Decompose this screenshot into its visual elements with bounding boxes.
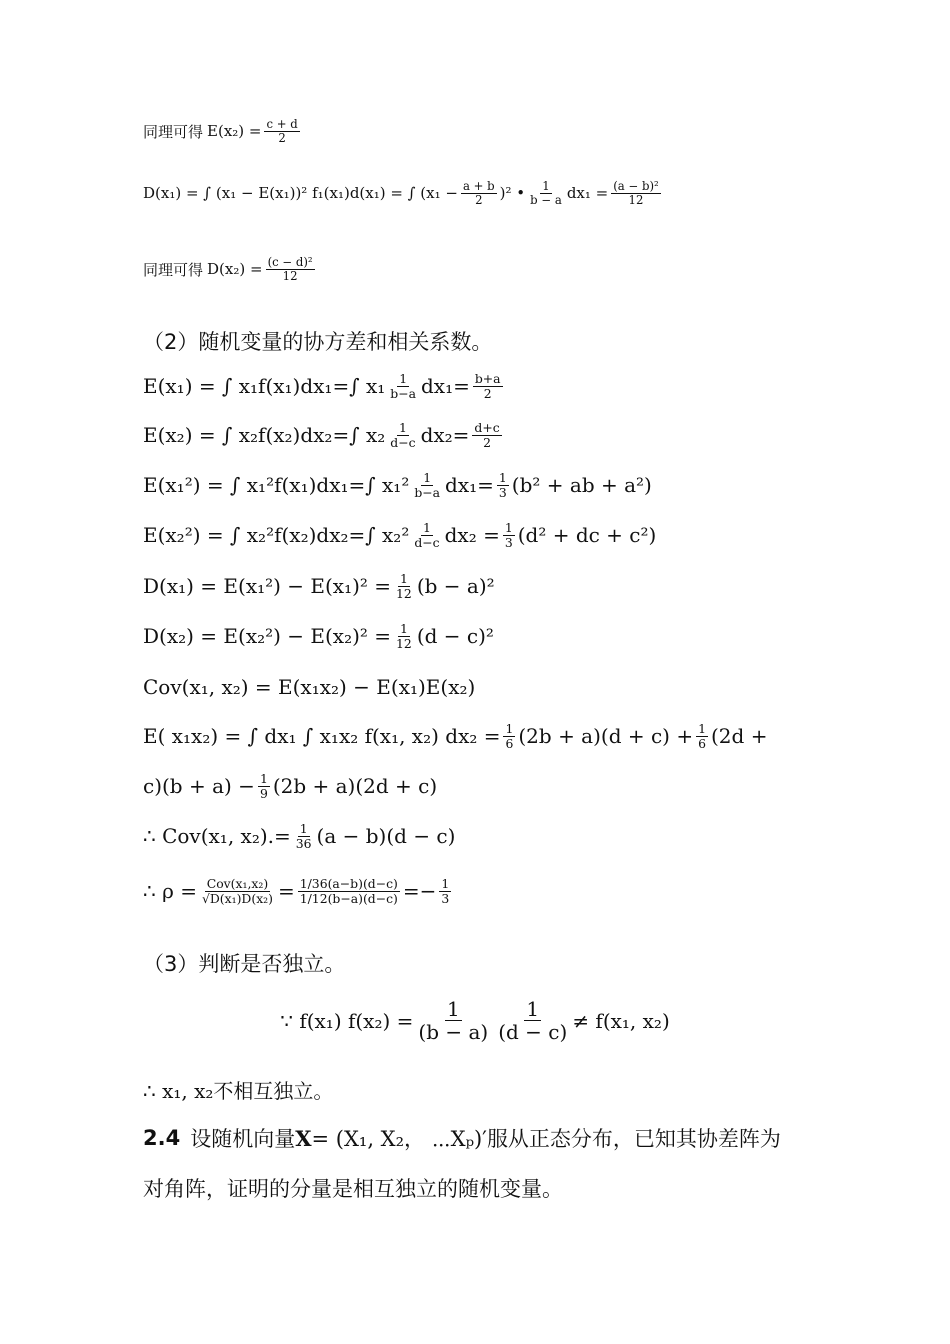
num: 1 (542, 179, 550, 193)
fraction (503, 722, 515, 750)
fraction (266, 256, 315, 283)
fraction (200, 877, 275, 905)
den: 2 (483, 385, 492, 401)
eq-rho (143, 877, 454, 905)
num: c + d (266, 117, 298, 131)
den: b−a (390, 385, 416, 401)
math: (2b + a)(d + c) + (518, 724, 694, 749)
fraction (298, 877, 400, 905)
fraction (696, 722, 708, 750)
math: ≠ f(x₁, x₂) (572, 1008, 670, 1033)
math: D(x₁) = E(x₁²) − E(x₁)² = (143, 574, 392, 599)
den: 2 (483, 434, 491, 450)
fraction (388, 421, 417, 449)
math: dx₂ = (444, 523, 500, 548)
den: 6 (698, 735, 706, 751)
math: (a − b)(d − c) (316, 824, 456, 849)
eq-e-x1x2 (143, 722, 767, 750)
fraction (496, 998, 569, 1043)
math: dx₂= (420, 423, 470, 448)
den: b − a (530, 192, 562, 207)
eq-independence (0, 998, 950, 1043)
num: (a − b)² (613, 179, 659, 193)
num: (c − d)² (267, 255, 313, 269)
math: (b² + ab + a²) (511, 473, 652, 498)
fraction (439, 877, 451, 905)
math: dx₁= (421, 374, 470, 399)
math: c)(b + a) − (143, 774, 255, 799)
num: 1/36(a−b)(d−c) (299, 876, 398, 891)
den: 12 (282, 268, 298, 283)
text: 同理可得 (143, 260, 204, 279)
math: X (295, 1125, 312, 1151)
math: E(x₂²) = ∫ x₂²f(x₂)dx₂=∫ x₂² (143, 523, 410, 548)
den: d−c (414, 534, 440, 550)
math: D(x₁) = ∫ (x₁ − E(x₁))² f₁(x₁)d(x₁) = ∫ (x₁ − (143, 184, 458, 203)
problem-2-4 (143, 1123, 781, 1153)
fraction (258, 772, 270, 800)
problem-number: 2.4 (143, 1126, 181, 1150)
fraction (497, 471, 509, 499)
math: (b − a)² (416, 574, 495, 599)
den: 9 (259, 785, 268, 801)
num: a + b (462, 179, 495, 193)
den: 6 (505, 735, 514, 751)
eq-e-x2-sq (143, 521, 656, 549)
line-variance-x1 (143, 180, 664, 207)
num: d+c (474, 420, 500, 435)
math: = (277, 879, 295, 904)
math: Cov(x₁, x₂) = E(x₁x₂) − E(x₁)E(x₂) (143, 675, 476, 699)
math: )² • (499, 184, 526, 203)
num: 1 (441, 876, 450, 891)
den: (b − a) (418, 1020, 489, 1044)
text: 设随机向量 (190, 1127, 296, 1151)
math: E(x₂) = ∫ x₂f(x₂)dx₂=∫ x₂ (143, 423, 386, 448)
section-heading-3: （3）判断是否独立。 (143, 952, 346, 976)
text: 同理可得 (143, 122, 204, 141)
math: = (X₁, X₂， ⋯Xₚ)′ (311, 1127, 487, 1151)
fraction (412, 521, 441, 549)
den: b−a (414, 484, 441, 500)
section-heading-2: （2）随机变量的协方差和相关系数。 (143, 330, 493, 354)
den: √D(x₁)D(x₂) (201, 890, 273, 906)
math: (2d + (711, 724, 768, 749)
fraction (473, 372, 503, 400)
den: 2 (475, 192, 483, 207)
fraction (461, 180, 497, 207)
den: 3 (441, 890, 450, 906)
eq-e-x1 (143, 372, 506, 400)
fraction (528, 180, 564, 207)
text: ∴ x₁, x₂不相互独立。 (143, 1079, 334, 1103)
den: 3 (504, 534, 513, 550)
num: 1 (399, 621, 408, 636)
math: (d² + dc + c²) (517, 523, 657, 548)
den: 1/12(b−a)(d−c) (299, 890, 398, 906)
den: (d − c) (498, 1020, 568, 1044)
den: 36 (295, 835, 312, 851)
eq-e-x2 (143, 421, 505, 449)
fraction (503, 521, 515, 549)
num: 1 (259, 771, 268, 786)
fraction (394, 622, 414, 650)
den: 12 (396, 635, 412, 651)
math: (d − c)² (416, 624, 494, 649)
eq-cov (143, 675, 475, 699)
num: Cov(x₁,x₂) (206, 876, 269, 891)
num: 1 (446, 997, 460, 1021)
eq-d-x1 (143, 572, 495, 600)
den: 12 (628, 192, 644, 207)
math: ∴ Cov(x₁, x₂).= (143, 824, 291, 849)
math: =− (402, 879, 437, 904)
eq-d-x2 (143, 622, 494, 650)
fraction (416, 998, 490, 1043)
num: 1 (526, 997, 540, 1021)
eq-e-x1-sq (143, 471, 652, 499)
math: (2b + a)(2d + c) (272, 774, 438, 799)
math: E(x₁) = ∫ x₁f(x₁)dx₁=∫ x₁ (143, 374, 386, 399)
fraction (264, 118, 299, 145)
fraction (611, 180, 660, 207)
problem-2-4-cont: 对角阵，证明的分量是相互独立的随机变量。 (143, 1177, 563, 1201)
math: dx₁ = (566, 184, 609, 203)
num: 1 (498, 470, 507, 485)
conclusion (143, 1075, 333, 1104)
eq-e-x1x2-cont (143, 772, 437, 800)
line-ex2-mean (143, 118, 303, 145)
num: 1 (423, 520, 431, 535)
fraction (472, 421, 501, 449)
math: dx₁= (445, 473, 494, 498)
text: 服从正态分布，已知其协差阵为 (486, 1127, 781, 1151)
den: 3 (498, 484, 507, 500)
math: ∵ f(x₁) f(x₂) = (280, 1008, 414, 1033)
math: E(x₂) = (207, 122, 262, 141)
line-variance-x2 (143, 256, 318, 283)
den: 2 (278, 130, 286, 145)
num: 1 (299, 821, 308, 836)
math: ∴ ρ = (143, 879, 197, 904)
num: 1 (698, 721, 706, 736)
num: 1 (423, 470, 432, 485)
math: E( x₁x₂) = ∫ dx₁ ∫ x₁x₂ f(x₁, x₂) dx₂ = (143, 724, 501, 749)
den: 12 (396, 585, 412, 601)
num: 1 (399, 571, 408, 586)
num: 1 (505, 721, 514, 736)
fraction (294, 822, 314, 850)
math: D(x₂) = (207, 260, 263, 279)
den: d−c (390, 434, 416, 450)
num: b+a (474, 371, 501, 386)
fraction (412, 471, 442, 499)
num: 1 (398, 420, 407, 435)
math: E(x₁²) = ∫ x₁²f(x₁)dx₁=∫ x₁² (143, 473, 410, 498)
math: D(x₂) = E(x₂²) − E(x₂)² = (143, 624, 392, 649)
eq-cov-result (143, 822, 455, 850)
fraction (394, 572, 414, 600)
fraction (388, 372, 418, 400)
num: 1 (399, 371, 408, 386)
num: 1 (504, 520, 513, 535)
